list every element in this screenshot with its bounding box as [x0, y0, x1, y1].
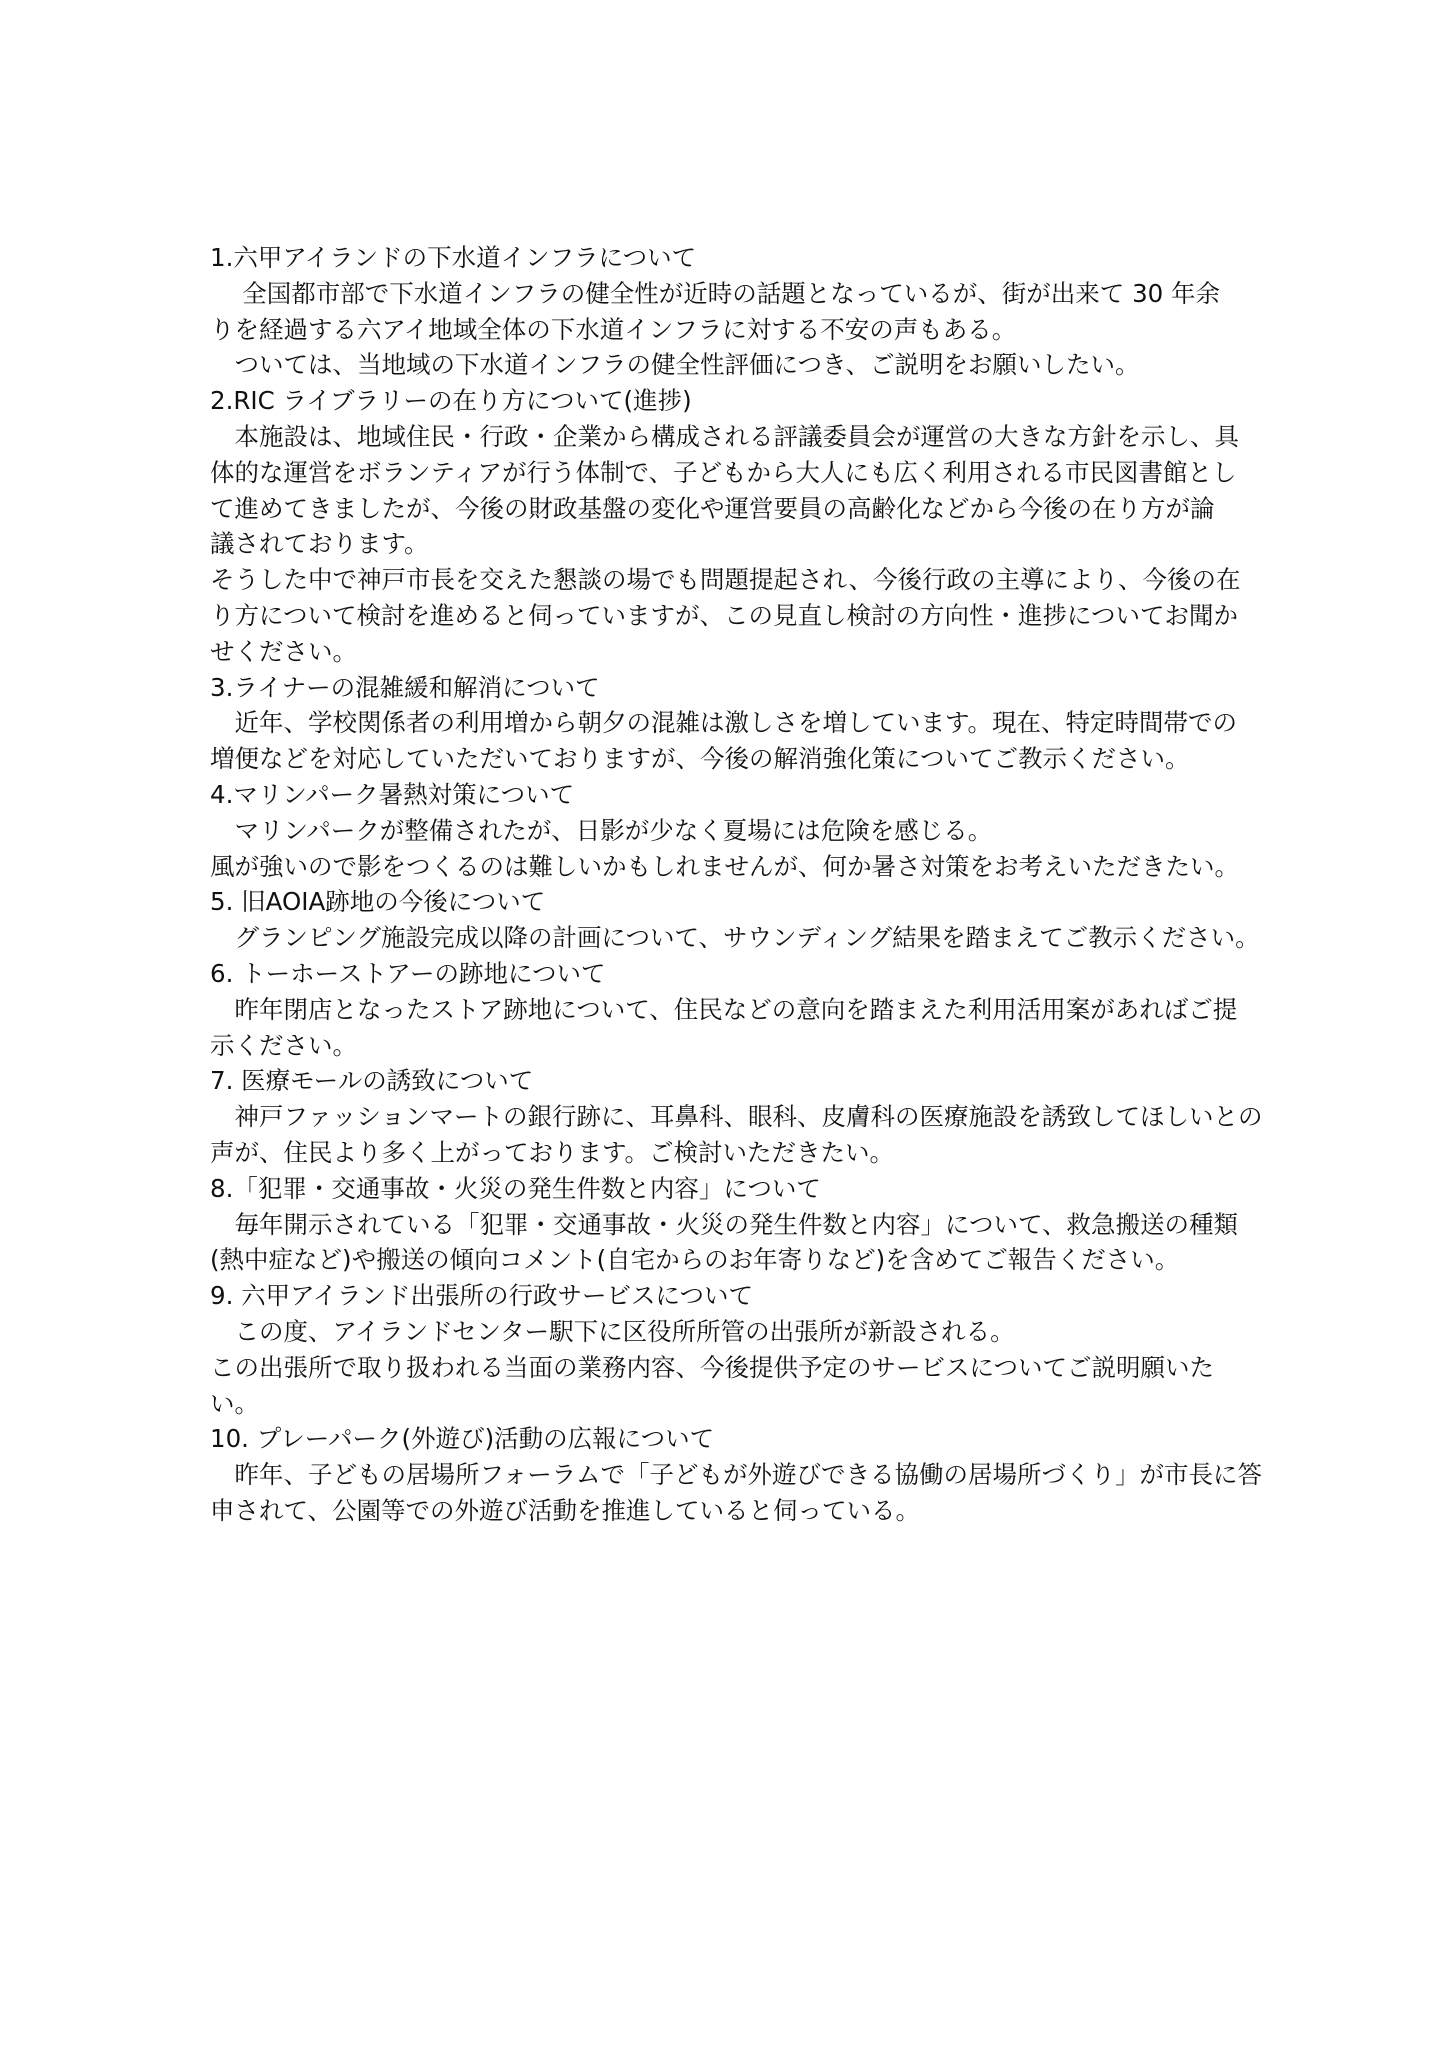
paragraph-line: 風が強いので影をつくるのは難しいかもしれませんが、何か暑さ対策をお考えいただきたい。	[210, 851, 1239, 881]
section-heading: 10. プレーパーク(外遊び)活動の広報について	[210, 1424, 715, 1454]
paragraph-line: 声が、住民より多く上がっております。ご検討いただきたい。	[210, 1137, 895, 1167]
paragraph-line: せください。	[210, 636, 357, 666]
section-1	[210, 240, 1250, 383]
paragraph-line: 示ください。	[210, 1030, 357, 1060]
section-heading: 2.RIC ライブラリーの在り方について(進捗)	[210, 386, 692, 416]
paragraph-line: 申されて、公園等での外遊び活動を推進していると伺っている。	[210, 1495, 921, 1525]
section-heading: 4.マリンパーク暑熱対策について	[210, 779, 575, 809]
section-heading: 6. トーホーストアーの跡地について	[210, 958, 606, 988]
paragraph-line: 本施設は、地域住民・行政・企業から構成される評議委員会が運営の大きな方針を示し、具	[210, 421, 1239, 451]
section-heading: 7. 医療モールの誘致について	[210, 1066, 534, 1096]
section-heading: 1.六甲アイランドの下水道インフラについて	[210, 243, 697, 272]
paragraph-line: 昨年、子どもの居場所フォーラムで「子どもが外遊びできる協働の居場所づくり」が市長に答	[210, 1460, 1263, 1490]
paragraph-line: りを経過する六アイ地域全体の下水道インフラに対する不安の声もある。	[210, 314, 1017, 344]
section-8	[210, 1171, 1250, 1278]
section-heading: 8.「犯罪・交通事故・火災の発生件数と内容」について	[210, 1173, 821, 1203]
section-heading: 5. 旧AOIA跡地の今後について	[210, 887, 546, 917]
paragraph-line: マリンパークが整備されたが、日影が少なく夏場には危険を感じる。	[210, 815, 993, 845]
paragraph-line: 体的な運営をボランティアが行う体制で、子どもから大人にも広く利用される市民図書館とし	[210, 457, 1237, 487]
section-2	[210, 383, 1250, 669]
section-10	[210, 1421, 1263, 1528]
section-4	[210, 777, 1250, 884]
section-7	[210, 1063, 1263, 1170]
paragraph-line: い。	[210, 1388, 259, 1418]
section-3	[210, 670, 1250, 777]
paragraph-line: グランピング施設完成以降の計画について、サウンディング結果を踏まえてご教示ください。	[210, 923, 1260, 953]
section-6	[210, 956, 1250, 1063]
section-9	[210, 1278, 1250, 1421]
paragraph-line: 毎年開示されている「犯罪・交通事故・火災の発生件数と内容」について、救急搬送の種類	[210, 1209, 1239, 1239]
section-5	[210, 884, 1260, 956]
paragraph-line: この出張所で取り扱われる当面の業務内容、今後提供予定のサービスについてご説明願いた	[210, 1352, 1215, 1382]
paragraph-line: 昨年閉店となったストア跡地について、住民などの意向を踏まえた利用活用案があればご提	[210, 994, 1238, 1024]
paragraph-line: 全国都市部で下水道インフラの健全性が近時の話題となっているが、街が出来て 30 年余	[210, 278, 1221, 308]
paragraph-line: 増便などを対応していただいておりますが、今後の解消強化策についてご教示ください。	[210, 744, 1190, 774]
paragraph-line: そうした中で神戸市長を交えた懇談の場でも問題提起され、今後行政の主導により、今後の在	[210, 565, 1241, 595]
paragraph-line: 近年、学校関係者の利用増から朝夕の混雑は激しさを増しています。現在、特定時間帯での	[210, 708, 1238, 738]
paragraph-line: 神戸ファッションマートの銀行跡に、耳鼻科、眼科、皮膚科の医療施設を誘致してほしいとの	[210, 1102, 1263, 1132]
paragraph-line: り方について検討を進めると伺っていますが、この見直し検討の方向性・進捗についてお聞か	[210, 600, 1239, 630]
paragraph-line: 議されております。	[210, 529, 429, 559]
paragraph-line: て進めてきましたが、今後の財政基盤の変化や運営要員の高齢化などから今後の在り方が論	[210, 493, 1215, 523]
paragraph-line: ついては、当地域の下水道インフラの健全性評価につき、ご説明をお願いしたい。	[210, 350, 1140, 380]
section-heading: 9. 六甲アイランド出張所の行政サービスについて	[210, 1281, 753, 1311]
document-body	[210, 240, 1263, 1529]
paragraph-line: この度、アイランドセンター駅下に区役所所管の出張所が新設される。	[210, 1316, 1015, 1346]
paragraph-line: (熱中症など)や搬送の傾向コメント(自宅からのお年寄りなど)を含めてご報告ください。	[210, 1245, 1180, 1275]
section-heading: 3.ライナーの混雑緩和解消について	[210, 672, 600, 702]
